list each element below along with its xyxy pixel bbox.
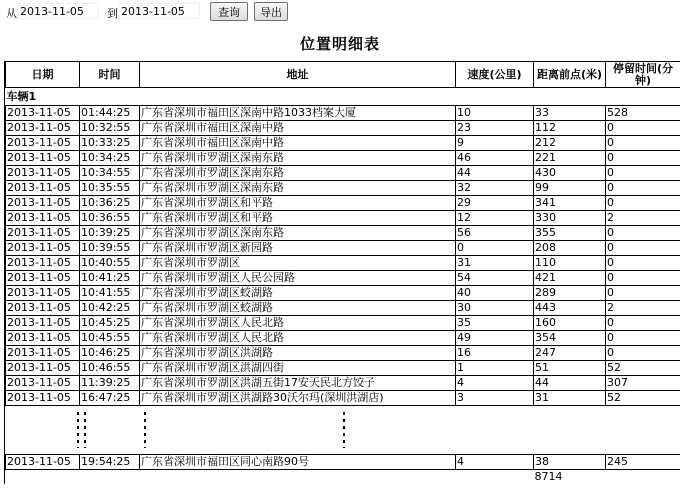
cell-time: 10:42:25 xyxy=(80,301,140,316)
cell-date: 2013-11-05 xyxy=(6,271,80,286)
cell-distance: 31 xyxy=(534,391,606,406)
cell-time: 11:39:25 xyxy=(80,376,140,391)
cell-stay-time: 0 xyxy=(606,151,680,166)
cell-distance: 289 xyxy=(534,286,606,301)
ellipsis-marker xyxy=(343,412,345,448)
cell-address: 广东省深圳市罗湖区洪湖路30沃尔玛(深圳洪湖店) xyxy=(140,391,456,406)
cell-speed: 9 xyxy=(456,136,534,151)
cell-stay-time: 52 xyxy=(606,361,680,376)
cell-time: 10:41:25 xyxy=(80,271,140,286)
cell-speed: 23 xyxy=(456,121,534,136)
cell-distance: 341 xyxy=(534,196,606,211)
cell-date: 2013-11-05 xyxy=(6,211,80,226)
cell-date: 2013-11-05 xyxy=(6,256,80,271)
cell-date: 2013-11-05 xyxy=(6,316,80,331)
cell-time: 10:34:25 xyxy=(80,151,140,166)
column-header-stay-time: 停留时间(分钟) xyxy=(606,62,680,88)
cell-distance: 44 xyxy=(534,376,606,391)
cell-speed: 4 xyxy=(456,455,534,470)
table-header-row xyxy=(6,62,680,88)
cell-address: 广东省深圳市福田区深南中路 xyxy=(140,136,456,151)
query-button[interactable]: 查询 xyxy=(210,2,248,21)
cell-speed: 30 xyxy=(456,301,534,316)
cell-address: 广东省深圳市罗湖区洪湖路 xyxy=(140,346,456,361)
cell-date: 2013-11-05 xyxy=(6,376,80,391)
cell-distance: 110 xyxy=(534,256,606,271)
cell-time: 10:41:55 xyxy=(80,286,140,301)
cell-speed: 1 xyxy=(456,361,534,376)
cell-time: 16:47:25 xyxy=(80,391,140,406)
from-label: 从 xyxy=(6,7,17,20)
cell-stay-time: 0 xyxy=(606,226,680,241)
table-row xyxy=(6,241,680,256)
column-header-speed: 速度(公里) xyxy=(456,62,534,88)
cell-time: 10:39:55 xyxy=(80,241,140,256)
cell-stay-time: 0 xyxy=(606,121,680,136)
cell-date: 2013-11-05 xyxy=(6,346,80,361)
cell-date: 2013-11-05 xyxy=(6,331,80,346)
cell-address: 广东省深圳市福田区深南中路1033档案大厦 xyxy=(140,106,456,121)
cell-time: 10:34:55 xyxy=(80,166,140,181)
table-row xyxy=(6,151,680,166)
cell-stay-time: 245 xyxy=(606,455,680,470)
table-row xyxy=(6,331,680,346)
toolbar xyxy=(0,0,680,24)
cell-time: 10:40:55 xyxy=(80,256,140,271)
cell-stay-time: 0 xyxy=(606,181,680,196)
cell-speed: 29 xyxy=(456,196,534,211)
table-row-last xyxy=(6,455,680,470)
table-row xyxy=(6,136,680,151)
cell-stay-time: 0 xyxy=(606,166,680,181)
cell-speed: 49 xyxy=(456,331,534,346)
cell-address: 广东省深圳市罗湖区蛟湖路 xyxy=(140,286,456,301)
group-label: 车辆1 xyxy=(6,88,680,106)
cell-date: 2013-11-05 xyxy=(6,301,80,316)
column-header-date: 日期 xyxy=(6,62,80,88)
cell-address: 广东省深圳市罗湖区深南东路 xyxy=(140,151,456,166)
cell-distance: 160 xyxy=(534,316,606,331)
cell-distance: 99 xyxy=(534,181,606,196)
cell-speed: 46 xyxy=(456,151,534,166)
cell-distance: 247 xyxy=(534,346,606,361)
column-header-address: 地址 xyxy=(140,62,456,88)
cell-distance: 355 xyxy=(534,226,606,241)
cell-speed: 54 xyxy=(456,271,534,286)
table-row xyxy=(6,226,680,241)
cell-speed: 12 xyxy=(456,211,534,226)
cell-speed: 32 xyxy=(456,181,534,196)
to-date-input[interactable] xyxy=(118,3,200,19)
column-header-time: 时间 xyxy=(80,62,140,88)
table-row xyxy=(6,376,680,391)
cell-distance: 112 xyxy=(534,121,606,136)
cell-date: 2013-11-05 xyxy=(6,136,80,151)
cell-time: 10:46:25 xyxy=(80,346,140,361)
cell-address: 广东省深圳市福田区同心南路90号 xyxy=(140,455,456,470)
cell-time: 10:45:55 xyxy=(80,331,140,346)
cell-stay-time: 0 xyxy=(606,316,680,331)
cell-date: 2013-11-05 xyxy=(6,106,80,121)
ellipsis-marker xyxy=(84,412,86,448)
table-row xyxy=(6,286,680,301)
cell-time: 10:35:55 xyxy=(80,181,140,196)
table-row xyxy=(6,166,680,181)
ellipsis-gap xyxy=(6,406,680,455)
report-title: 位置明细表 xyxy=(299,35,380,53)
ellipsis-marker xyxy=(144,412,146,448)
cell-address: 广东省深圳市福田区深南中路 xyxy=(140,121,456,136)
table-row xyxy=(6,346,680,361)
table-row xyxy=(6,181,680,196)
cell-address: 广东省深圳市罗湖区 xyxy=(140,256,456,271)
cell-time: 01:44:25 xyxy=(80,106,140,121)
total-distance: 8714 xyxy=(534,470,563,483)
cell-speed: 31 xyxy=(456,256,534,271)
cell-time: 10:36:25 xyxy=(80,196,140,211)
cell-date: 2013-11-05 xyxy=(6,121,80,136)
cell-address: 广东省深圳市罗湖区深南东路 xyxy=(140,181,456,196)
cell-stay-time: 0 xyxy=(606,196,680,211)
cell-speed: 56 xyxy=(456,226,534,241)
group-row xyxy=(6,88,680,106)
ellipsis-marker xyxy=(77,412,79,448)
cell-speed: 44 xyxy=(456,166,534,181)
cell-address: 广东省深圳市罗湖区人民北路 xyxy=(140,316,456,331)
cell-time: 10:33:25 xyxy=(80,136,140,151)
cell-distance: 33 xyxy=(534,106,606,121)
cell-address: 广东省深圳市罗湖区新园路 xyxy=(140,241,456,256)
cell-stay-time: 0 xyxy=(606,136,680,151)
table-row xyxy=(6,211,680,226)
cell-distance: 208 xyxy=(534,241,606,256)
cell-address: 广东省深圳市罗湖区蛟湖路 xyxy=(140,301,456,316)
report-table-container xyxy=(4,61,680,484)
table-row xyxy=(6,361,680,376)
cell-stay-time: 0 xyxy=(606,241,680,256)
cell-stay-time: 0 xyxy=(606,256,680,271)
cell-time: 10:39:25 xyxy=(80,226,140,241)
cell-address: 广东省深圳市罗湖区洪湖五街17安天民北方饺子 xyxy=(140,376,456,391)
cell-date: 2013-11-05 xyxy=(6,181,80,196)
table-row xyxy=(6,271,680,286)
cell-stay-time: 52 xyxy=(606,391,680,406)
cell-time: 19:54:25 xyxy=(80,455,140,470)
cell-speed: 3 xyxy=(456,391,534,406)
column-header-distance: 距离前点(米) xyxy=(534,62,606,88)
cell-date: 2013-11-05 xyxy=(6,151,80,166)
cell-date: 2013-11-05 xyxy=(6,196,80,211)
table-row xyxy=(6,106,680,121)
cell-date: 2013-11-05 xyxy=(6,391,80,406)
cell-speed: 0 xyxy=(456,241,534,256)
cell-time: 10:36:55 xyxy=(80,211,140,226)
to-label: 到 xyxy=(107,7,118,20)
cell-address: 广东省深圳市罗湖区和平路 xyxy=(140,211,456,226)
cell-stay-time: 0 xyxy=(606,271,680,286)
cell-distance: 51 xyxy=(534,361,606,376)
table-row xyxy=(6,316,680,331)
cell-address: 广东省深圳市罗湖区洪湖四街 xyxy=(140,361,456,376)
table-row xyxy=(6,301,680,316)
cell-distance: 330 xyxy=(534,211,606,226)
table-row xyxy=(6,196,680,211)
cell-date: 2013-11-05 xyxy=(6,166,80,181)
cell-date: 2013-11-05 xyxy=(6,455,80,470)
cell-time: 10:32:55 xyxy=(80,121,140,136)
cell-speed: 40 xyxy=(456,286,534,301)
cell-speed: 16 xyxy=(456,346,534,361)
cell-date: 2013-11-05 xyxy=(6,361,80,376)
cell-address: 广东省深圳市罗湖区深南东路 xyxy=(140,226,456,241)
report-table xyxy=(5,61,680,484)
cell-stay-time: 307 xyxy=(606,376,680,391)
from-date-input[interactable] xyxy=(17,3,99,19)
cell-address: 广东省深圳市罗湖区和平路 xyxy=(140,196,456,211)
export-button[interactable]: 导出 xyxy=(254,2,288,21)
cell-stay-time: 528 xyxy=(606,106,680,121)
cell-speed: 10 xyxy=(456,106,534,121)
cell-stay-time: 2 xyxy=(606,211,680,226)
cell-stay-time: 0 xyxy=(606,286,680,301)
cell-speed: 35 xyxy=(456,316,534,331)
cell-address: 广东省深圳市罗湖区深南东路 xyxy=(140,166,456,181)
cell-date: 2013-11-05 xyxy=(6,226,80,241)
cell-stay-time: 0 xyxy=(606,346,680,361)
cell-address: 广东省深圳市罗湖区人民公园路 xyxy=(140,271,456,286)
cell-date: 2013-11-05 xyxy=(6,241,80,256)
cell-stay-time: 0 xyxy=(606,331,680,346)
cell-distance: 221 xyxy=(534,151,606,166)
cell-stay-time: 2 xyxy=(606,301,680,316)
cell-date: 2013-11-05 xyxy=(6,286,80,301)
total-row xyxy=(6,470,680,485)
cell-distance: 212 xyxy=(534,136,606,151)
cell-distance: 38 xyxy=(534,455,606,470)
table-row xyxy=(6,391,680,406)
table-row xyxy=(6,256,680,271)
cell-distance: 430 xyxy=(534,166,606,181)
cell-time: 10:46:55 xyxy=(80,361,140,376)
cell-distance: 443 xyxy=(534,301,606,316)
table-row xyxy=(6,121,680,136)
cell-time: 10:45:25 xyxy=(80,316,140,331)
cell-distance: 354 xyxy=(534,331,606,346)
cell-address: 广东省深圳市罗湖区人民北路 xyxy=(140,331,456,346)
cell-speed: 4 xyxy=(456,376,534,391)
cell-distance: 421 xyxy=(534,271,606,286)
